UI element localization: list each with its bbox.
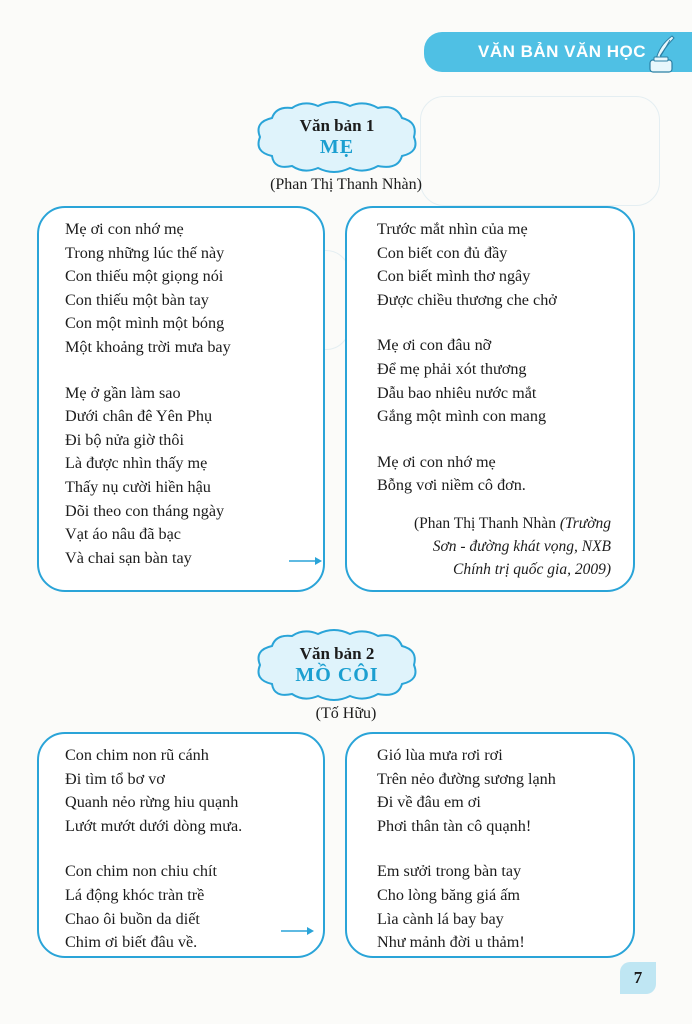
poem-line: Chim ơi biết đâu về. [65,933,198,952]
poem-line: Phơi thân tàn cô quạnh! [377,816,532,835]
poem-line: Lìa cành lá bay bay [377,909,504,928]
poem-line: Lướt mướt dưới dòng mưa. [65,816,243,835]
stanza [377,334,633,428]
text1-source [377,512,633,581]
poem-line: Trên nẻo đường sương lạnh [377,769,556,788]
text1-left-box [37,206,325,592]
poem-line: Vạt áo nâu đã bạc [65,525,181,544]
poem-line: Như mảnh đời u thảm! [377,933,525,952]
poem-line: Con một mình một bóng [65,314,225,333]
stanza [377,218,633,312]
poem-line: Lá động khóc tràn trề [65,885,205,904]
stanza [65,382,323,571]
poem-line: Con thiếu một bàn tay [65,290,209,309]
text2-author: (Tố Hữu) [315,705,377,722]
poem-line: Dẫu bao nhiêu nước mắt [377,383,537,402]
source-publisher: Chính trị quốc gia, 2009) [452,560,611,578]
poem-line: Gắng một mình con mang [377,407,547,426]
poem-line: Là được nhìn thấy mẹ [65,454,208,473]
text2-label: Văn bản 2 [299,643,375,663]
stanza [65,744,323,838]
poem-line: Một khoảng trời mưa bay [65,337,231,356]
text1-title: MẸ [319,135,355,158]
poem-line: Em sưởi trong bàn tay [377,862,522,881]
poem-line: Dõi theo con tháng ngày [65,501,225,520]
text2-left-box [37,732,325,958]
poem-line: Đi tìm tổ bơ vơ [65,769,165,788]
poem-line: Gió lùa mưa rơi rơi [377,746,503,764]
continue-arrow-icon [281,926,315,936]
poem-line: Con chim non chiu chít [65,862,217,881]
stanza [377,451,633,498]
poem-line: Được chiều thương che chở [377,290,557,309]
text2-right-box [345,732,635,958]
poem-line: Và chai sạn bàn tay [65,548,192,567]
poem-line: Con thiếu một giọng nói [65,267,224,286]
section-title: VĂN BẢN VĂN HỌC [478,42,647,61]
page-number: 7 [620,962,656,994]
poem-line: Mẹ ơi con nhớ mẹ [377,452,496,471]
poem-line: Dưới chân đê Yên Phụ [65,407,213,426]
poem-line: Con chim non rũ cánh [65,746,209,764]
poem-line: Trước mắt nhìn của mẹ [377,220,528,238]
source-work: (Trường [559,514,611,532]
poem-line: Mẹ ở gần làm sao [65,383,181,402]
source-work-cont: Sơn - đường khát vọng, NXB [432,537,611,555]
stanza [65,218,323,360]
poem-line: Quanh nẻo rừng hiu quạnh [65,793,239,812]
poem-line: Đi bộ nửa giờ thôi [65,430,184,449]
stanza [377,744,633,838]
text2-title-cloud [252,628,422,702]
poem-line: Con biết con đủ đầy [377,243,508,262]
poem-line: Cho lòng băng giá ấm [377,885,520,904]
poem-line: Chao ôi buồn da diết [65,909,200,928]
section-header-tab [424,32,692,72]
poem-line: Mẹ ơi con đâu nỡ [377,336,492,355]
quill-inkwell-icon [642,34,682,74]
poem-line: Bỗng vơi niềm cô đơn. [377,476,526,495]
source-author: (Phan Thị Thanh Nhàn [414,514,560,532]
text1-label: Văn bản 1 [299,115,375,135]
text1-author: (Phan Thị Thanh Nhàn) [270,176,422,193]
text1-title-cloud [252,100,422,174]
stanza [65,860,323,954]
poem-line: Con biết mình thơ ngây [377,267,531,286]
poem-line: Trong những lúc thế này [65,243,225,262]
text1-right-box [345,206,635,592]
poem-line: Để mẹ phải xót thương [377,359,527,378]
poem-line: Mẹ ơi con nhớ mẹ [65,220,184,238]
poem-line: Đi về đâu em ơi [377,793,481,812]
stanza [377,860,633,954]
poem-line: Thấy nụ cười hiền hậu [65,477,211,496]
continue-arrow-icon [289,556,323,566]
text2-title: MỒ CÔI [295,663,379,686]
